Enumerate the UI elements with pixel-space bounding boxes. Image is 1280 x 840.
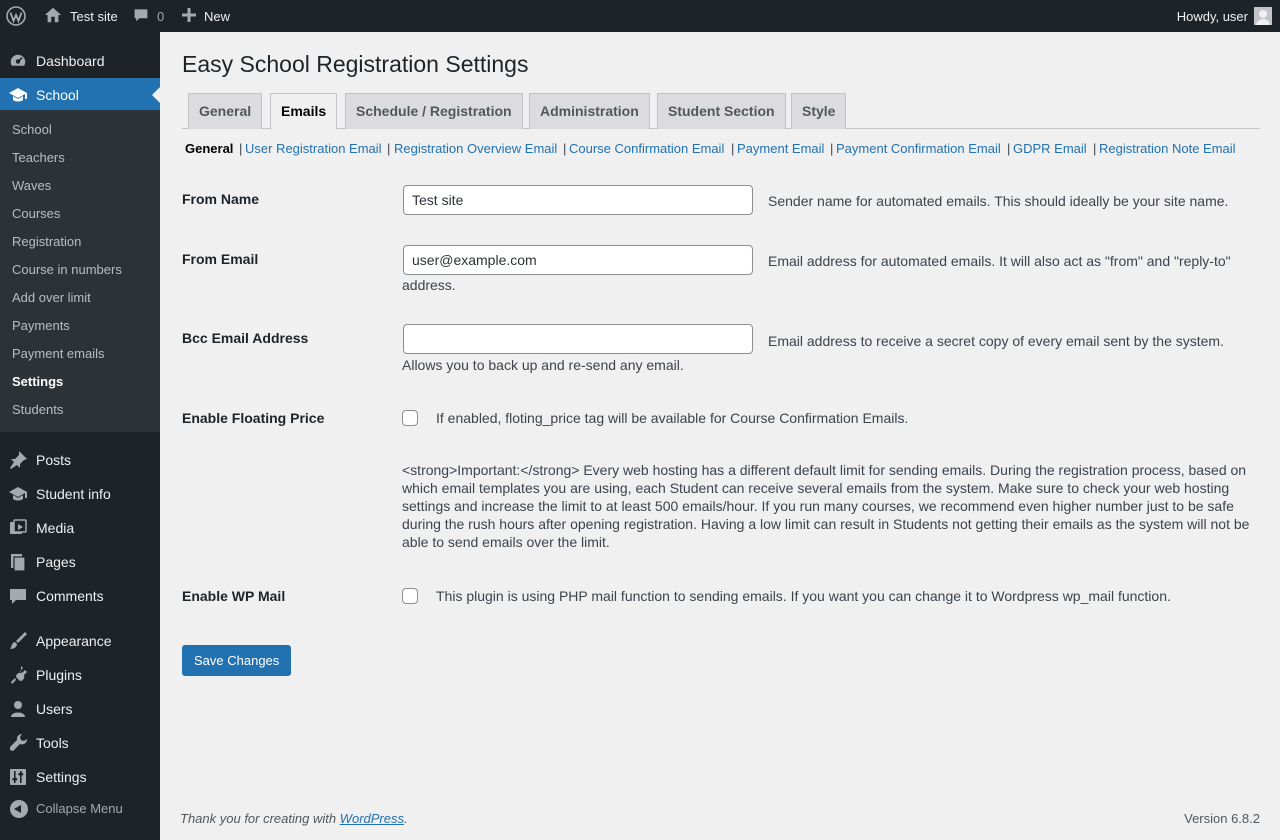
site-name-link[interactable] (44, 0, 118, 32)
dashboard-icon (8, 51, 28, 71)
menu-settings[interactable] (0, 760, 160, 794)
tab-general[interactable]: General (188, 93, 262, 129)
bcc-email-description-cont: Allows you to back up and re-send any email. (402, 357, 684, 373)
submenu-item-waves[interactable]: Waves (12, 178, 52, 193)
plug-icon (8, 665, 28, 685)
menu-label-settings: Settings (36, 769, 87, 785)
menu-label-pages: Pages (36, 554, 76, 570)
subnav-payment-email[interactable]: Payment Email (737, 141, 825, 156)
my-account-link[interactable] (1177, 0, 1272, 32)
footer-thanks (180, 811, 408, 826)
subnav-payment-confirmation-email[interactable]: Payment Confirmation Email (836, 141, 1001, 156)
admin-bar (0, 0, 1280, 32)
subnav-separator: | (1007, 141, 1011, 156)
new-content-link[interactable] (182, 0, 230, 32)
menu-users[interactable] (0, 692, 160, 726)
menu-label-users: Users (36, 701, 73, 717)
tab-style[interactable]: Style (791, 93, 846, 129)
subnav-user-registration-email[interactable]: User Registration Email (245, 141, 382, 156)
subnav-registration-note-email[interactable]: Registration Note Email (1099, 141, 1236, 156)
pages-icon (8, 552, 28, 572)
floating-price-checkbox[interactable] (402, 410, 418, 426)
menu-dashboard[interactable] (0, 44, 160, 78)
graduation-cap-icon (8, 85, 28, 105)
avatar (1254, 7, 1272, 25)
subnav-course-confirmation-email[interactable]: Course Confirmation Email (569, 141, 725, 156)
wrench-icon (8, 733, 28, 753)
menu-posts[interactable] (0, 443, 160, 477)
subnav-separator: | (830, 141, 834, 156)
save-changes-button[interactable]: Save Changes (182, 645, 291, 676)
menu-label-posts: Posts (36, 452, 72, 468)
submenu-item-add-over-limit[interactable]: Add over limit (12, 290, 91, 305)
menu-media[interactable] (0, 511, 160, 545)
subnav-separator: | (387, 141, 391, 156)
settings-tabs (182, 93, 1260, 129)
submenu-item-course-in-numbers[interactable]: Course in numbers (12, 262, 122, 277)
subnav-registration-overview-email[interactable]: Registration Overview Email (394, 141, 558, 156)
user-icon (8, 699, 28, 719)
comment-bubble-icon (8, 586, 28, 606)
from-name-input[interactable] (403, 185, 753, 215)
site-name: Test site (70, 8, 118, 24)
plus-icon (182, 8, 196, 25)
from-email-input[interactable] (403, 245, 753, 275)
bcc-email-input[interactable] (403, 324, 753, 354)
menu-label-student-info: Student info (36, 486, 111, 502)
comment-bubble-icon (133, 7, 149, 26)
wp-mail-label: Enable WP Mail (182, 588, 286, 604)
collapse-arrow-icon (10, 800, 28, 818)
pushpin-icon (8, 450, 28, 470)
subnav-separator: | (1093, 141, 1097, 156)
submenu-item-payment-emails[interactable]: Payment emails (12, 346, 105, 361)
page-title: Easy School Registration Settings (182, 51, 529, 77)
graduation-cap-icon (8, 484, 28, 504)
collapse-menu-label: Collapse Menu (36, 801, 123, 816)
submenu-item-school[interactable]: School (12, 122, 52, 137)
admin-menu (0, 32, 160, 840)
tab-emails[interactable]: Emails (270, 93, 337, 130)
submenu-item-registration[interactable]: Registration (12, 234, 82, 249)
subnav-gdpr-email[interactable]: GDPR Email (1013, 141, 1087, 156)
from-email-description: Email address for automated emails. It will also act as "from" and "reply-to" (768, 253, 1231, 269)
subnav-separator: | (239, 141, 243, 156)
main-content (160, 32, 1280, 840)
bcc-email-description: Email address to receive a secret copy of every email sent by the system. (768, 333, 1224, 349)
menu-pages[interactable] (0, 545, 160, 579)
wordpress-logo-icon[interactable] (6, 0, 26, 32)
menu-appearance[interactable] (0, 624, 160, 658)
menu-comments[interactable] (0, 579, 160, 613)
menu-plugins[interactable] (0, 658, 160, 692)
subnav-separator: | (731, 141, 735, 156)
floating-price-description: If enabled, floting_price tag will be available for Course Confirmation Emails. (436, 410, 909, 426)
bcc-email-label: Bcc Email Address (182, 330, 309, 346)
subnav-separator: | (563, 141, 567, 156)
important-notice: <strong>Important:</strong> Every web hosting has a different default limit for sending emails. During the registration process, based on which email templates you are using, each Student can receive several emails from the system. Make sure to check your web hosting settings and increase the limit to at least 500 emails/hour. If you run many courses, we recommend even higher number just to be safe during the rush hours after opening registration. Having a low limit can result in Students not getting their emails as the system will not be able to send emails over the limit. (402, 462, 1250, 550)
menu-label-tools: Tools (36, 735, 69, 751)
school-submenu (0, 110, 160, 432)
submenu-item-payments[interactable]: Payments (12, 318, 70, 333)
footer-version: Version 6.8.2 (1184, 811, 1260, 826)
wp-mail-checkbox[interactable] (402, 588, 418, 604)
menu-label-school: School (36, 87, 79, 103)
subnav-general[interactable]: General (185, 141, 234, 156)
menu-label-appearance: Appearance (36, 633, 112, 649)
menu-tools[interactable] (0, 726, 160, 760)
footer-thanks-suffix: . (404, 811, 408, 826)
menu-label-plugins: Plugins (36, 667, 82, 683)
from-name-label: From Name (182, 191, 260, 207)
menu-label-comments: Comments (36, 588, 104, 604)
howdy-text: Howdy, user (1176, 8, 1248, 24)
from-name-description: Sender name for automated emails. This should ideally be your site name. (768, 193, 1229, 209)
collapse-menu-button[interactable] (0, 794, 160, 824)
wordpress-link[interactable]: WordPress (339, 811, 404, 826)
submenu-item-settings[interactable]: Settings (12, 374, 64, 389)
new-label: New (204, 8, 231, 24)
media-icon (8, 518, 28, 538)
submenu-item-courses[interactable]: Courses (12, 206, 61, 221)
settings-sliders-icon (8, 767, 28, 787)
tab-schedule-registration[interactable]: Schedule / Registration (345, 93, 523, 129)
home-icon (44, 6, 62, 27)
from-email-label: From Email (182, 251, 259, 267)
floating-price-label: Enable Floating Price (182, 410, 325, 426)
menu-label-media: Media (36, 520, 75, 536)
submenu-item-teachers[interactable]: Teachers (12, 150, 65, 165)
paintbrush-icon (8, 631, 28, 651)
comments-link[interactable] (133, 0, 164, 32)
tab-student-section[interactable]: Student Section (657, 93, 786, 129)
footer-thanks-prefix: Thank you for creating with (180, 811, 340, 826)
comments-count: 0 (157, 8, 165, 24)
submenu-item-students[interactable]: Students (12, 402, 64, 417)
wp-mail-description: This plugin is using PHP mail function to sending emails. If you want you can change it to Wordpress wp_mail function. (436, 588, 1171, 604)
menu-student-info[interactable] (0, 477, 160, 511)
tab-administration[interactable]: Administration (529, 93, 650, 129)
menu-label-dashboard: Dashboard (36, 53, 105, 69)
menu-school[interactable] (0, 78, 160, 112)
from-email-description-cont: address. (402, 277, 456, 293)
